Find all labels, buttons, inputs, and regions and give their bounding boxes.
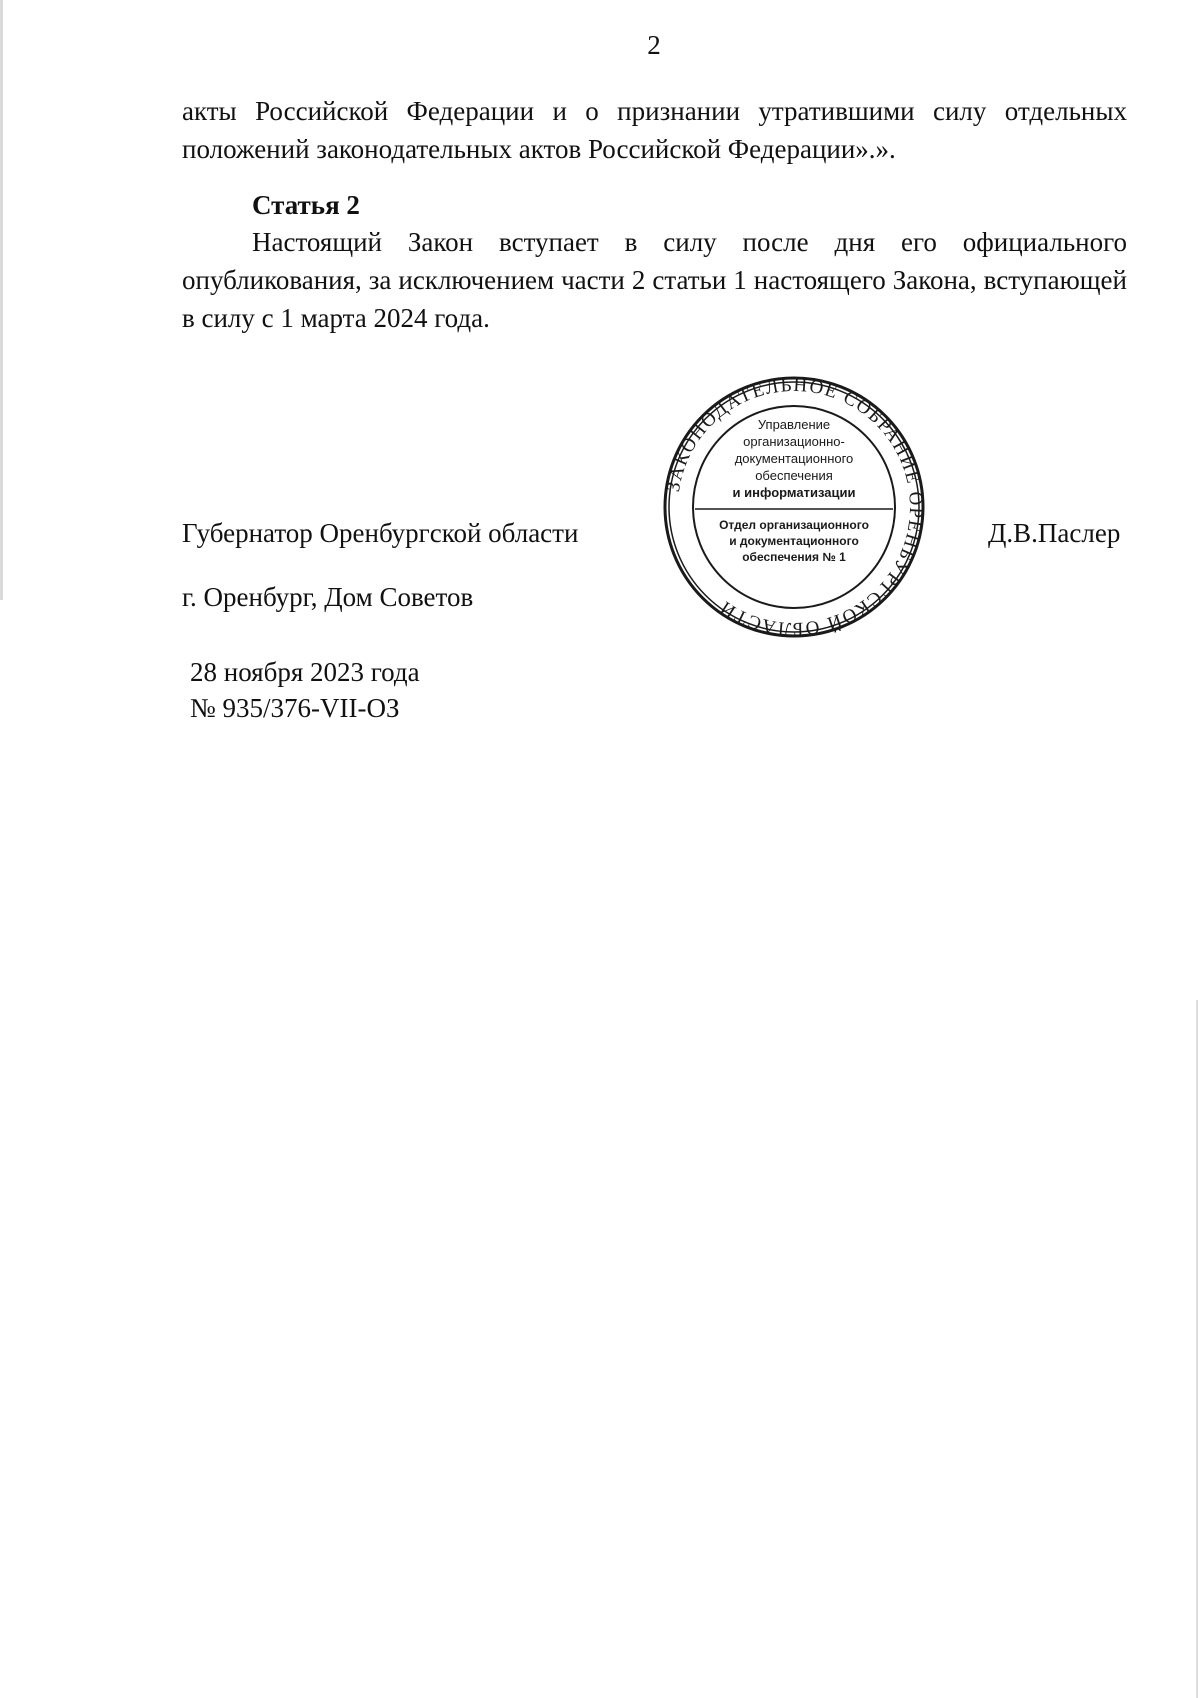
article-text: Настоящий Закон вступает в силу после дня его официального опубликования, за исключением части 2 статьи 1 настоящего Закона, вступающей в силу с 1 марта 2024 года. xyxy=(182,227,1127,333)
page-number: 2 xyxy=(647,30,661,60)
seal-upper-line: обеспечения xyxy=(755,468,833,483)
seal-lower-line: Отдел организационного xyxy=(719,518,869,532)
seal-upper-text xyxy=(733,417,856,500)
scan-edge-right xyxy=(1196,1000,1198,1698)
signature-position: Губернатор Оренбургской области xyxy=(182,518,579,548)
seal-upper-line: Управление xyxy=(757,417,831,432)
seal-upper-line: и информатизации xyxy=(732,485,856,500)
seal-upper-line: организационно- xyxy=(743,434,845,449)
signature-name: Д.В.Паслер xyxy=(988,518,1121,548)
signing-date: 28 ноября 2023 года xyxy=(190,657,420,687)
seal-lower-text xyxy=(719,518,869,564)
official-seal xyxy=(663,376,925,638)
signing-place: г. Оренбург, Дом Советов xyxy=(182,582,474,612)
seal-lower-line: обеспечения № 1 xyxy=(742,550,846,564)
paragraph-continuation: акты Российской Федерации и о признании утратившими силу отдельных положений законодательных актов Российской Федерации».». xyxy=(182,96,1127,164)
official-seal-graphic xyxy=(663,376,925,638)
law-number: № 935/376-VII-ОЗ xyxy=(190,693,400,723)
scan-edge-left xyxy=(0,0,3,600)
seal-ring-text: ЗАКОНОДАТЕЛЬНОЕ СОБРАНИЕ ОРЕНБУРГСКОЙ ОБЛАСТИ xyxy=(663,376,925,638)
article-heading: Статья 2 xyxy=(252,190,360,220)
seal-lower-line: и документационного xyxy=(729,534,859,548)
seal-upper-line: документационного xyxy=(734,451,854,466)
